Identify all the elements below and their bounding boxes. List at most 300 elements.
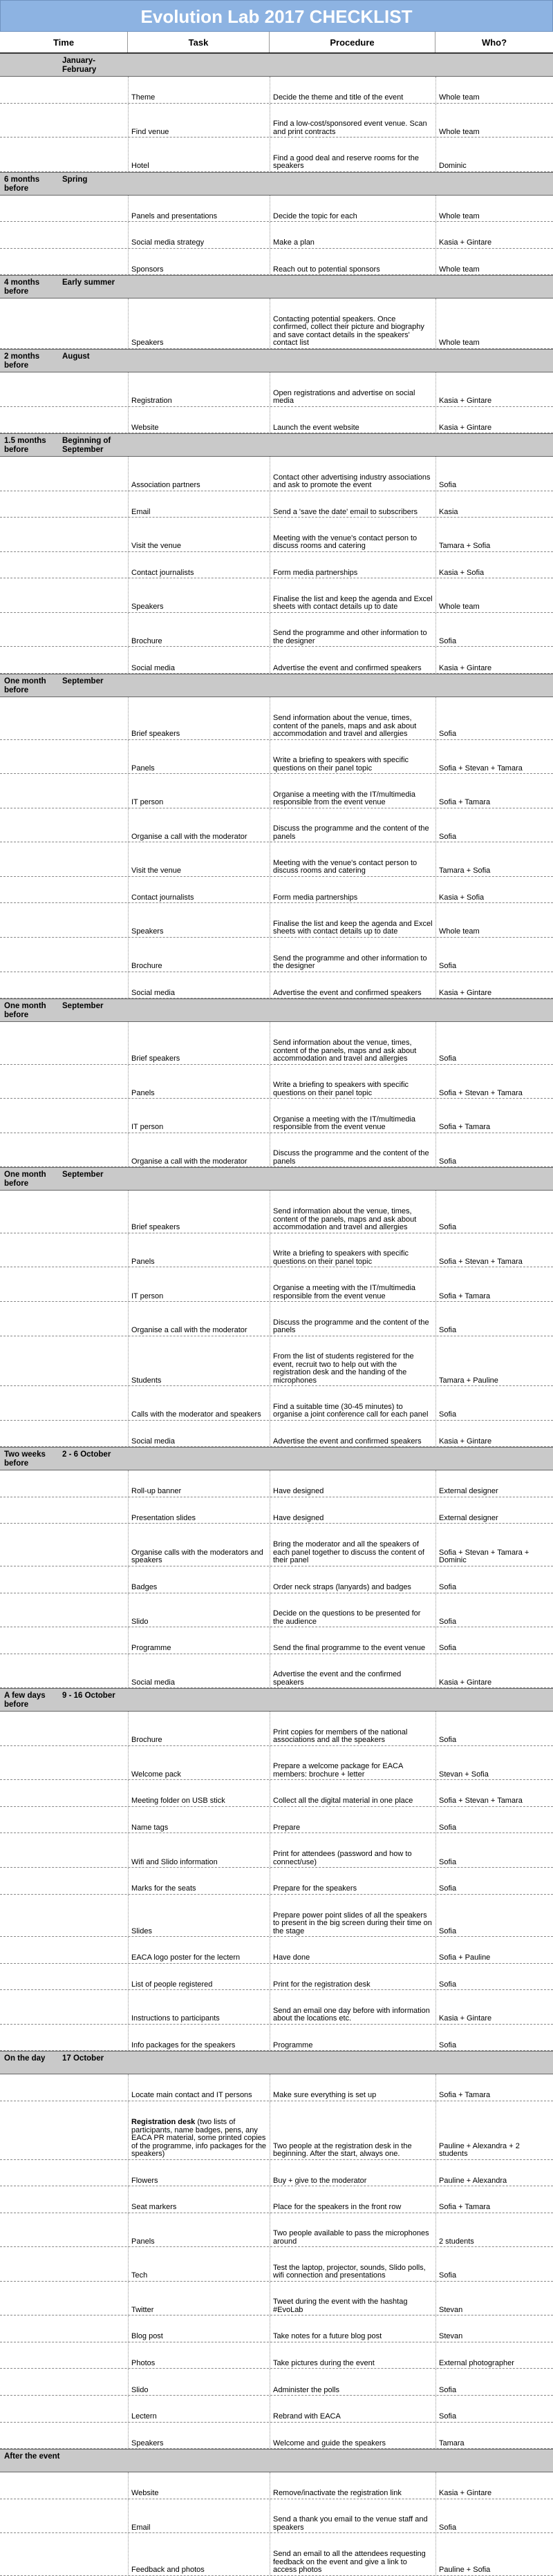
section-header (0, 433, 553, 457)
task-text: Flowers (131, 2176, 158, 2185)
task-text: Visit the venue (131, 542, 181, 551)
task-cell (128, 2423, 270, 2449)
row-time-cell (0, 552, 128, 578)
table-row (0, 1065, 553, 1099)
section-period: August (62, 352, 90, 361)
procedure-cell: Organise a meeting with the IT/multimedia responsible from the event venue (270, 774, 435, 808)
procedure-cell: Write a briefing to speakers with specific questions on their panel topic (270, 1233, 435, 1267)
who-cell: Sofia (435, 1191, 553, 1233)
table-row (0, 842, 553, 877)
who-cell: Whole team (435, 104, 553, 138)
table-row (0, 196, 553, 222)
task-cell (128, 842, 270, 876)
row-time-cell (0, 1233, 128, 1267)
task-cell (128, 249, 270, 275)
who-cell: Sofia (435, 1302, 553, 1336)
task-cell (128, 972, 270, 998)
table-row (0, 2213, 553, 2248)
procedure-cell: Rebrand with EACA (270, 2396, 435, 2422)
row-time-cell (0, 196, 128, 222)
procedure-cell: Bring the moderator and all the speakers of each panel together to discuss the content of their panel (270, 1524, 435, 1566)
row-time-cell (0, 808, 128, 842)
task-text: Meeting folder on USB stick (131, 1797, 225, 1806)
row-time-cell (0, 1712, 128, 1745)
procedure-cell: Find a good deal and reserve rooms for the speakers (270, 138, 435, 171)
who-cell: Sofia + Tamara (435, 2186, 553, 2213)
row-time-cell (0, 2186, 128, 2213)
task-cell (128, 1780, 270, 1806)
who-cell: Whole team (435, 299, 553, 348)
table-row (0, 2025, 553, 2052)
table-row (0, 1712, 553, 1746)
task-cell (128, 1593, 270, 1627)
row-time-cell (0, 1964, 128, 1990)
row-time-cell (0, 842, 128, 876)
task-cell (128, 552, 270, 578)
table-row (0, 1746, 553, 1781)
task-cell (128, 222, 270, 248)
row-time-cell (0, 1895, 128, 1937)
task-text: Organise a call with the moderator (131, 1326, 247, 1335)
row-time-cell (0, 457, 128, 491)
task-text: Name tags (131, 1823, 169, 1832)
row-time-cell (0, 2247, 128, 2281)
table-row (0, 877, 553, 904)
section-period: September (62, 1002, 104, 1011)
task-text: Speakers (131, 339, 164, 348)
procedure-cell: Two people at the registration desk in the beginning. After the start, always one. (270, 2101, 435, 2159)
section-time: 4 months before (4, 278, 40, 296)
table-row (0, 2247, 553, 2282)
row-time-cell (0, 407, 128, 433)
task-cell (128, 1990, 270, 2024)
task-text: Feedback and photos (131, 2566, 205, 2575)
task-text: Panels and presentations (131, 211, 218, 220)
table-row (0, 1807, 553, 1834)
section-period: 9 - 16 October (62, 1692, 115, 1701)
section-time: One month before (4, 677, 46, 694)
procedure-cell: Decide the theme and title of the event (270, 77, 435, 103)
task-cell (128, 1470, 270, 1497)
row-time-cell (0, 1133, 128, 1167)
row-time-cell (0, 2213, 128, 2247)
task-text: Find venue (131, 127, 169, 136)
who-cell: Sofia (435, 1022, 553, 1064)
task-text: Website (131, 423, 159, 432)
task-text: Speakers (131, 927, 164, 936)
procedure-cell: Send an email to all the attendees requesting feedback on the event and give a link to access photos (270, 2533, 435, 2575)
task-cell (128, 2186, 270, 2213)
task-cell (128, 1386, 270, 1420)
row-time-cell (0, 518, 128, 551)
column-header-time: Time (0, 32, 128, 53)
task-text: Locate main contact and IT persons (131, 2091, 252, 2100)
who-cell: External designer (435, 1470, 553, 1497)
task-text: Brief speakers (131, 1223, 180, 1232)
table-row (0, 613, 553, 647)
table-row (0, 1833, 553, 1868)
procedure-cell: Send a thank you email to the venue staff and speakers (270, 2499, 435, 2533)
table-row (0, 774, 553, 808)
procedure-cell: Find a low-cost/sponsored event venue. Scan and print contracts (270, 104, 435, 138)
procedure-cell: Have designed (270, 1470, 435, 1497)
table-row (0, 1022, 553, 1065)
task-cell (128, 1099, 270, 1133)
who-cell: Whole team (435, 77, 553, 103)
who-cell: Sofia (435, 1964, 553, 1990)
task-cell (128, 903, 270, 937)
procedure-cell: Take notes for a future blog post (270, 2315, 435, 2342)
procedure-cell: Reach out to potential sponsors (270, 249, 435, 275)
row-time-cell (0, 2282, 128, 2315)
table-row (0, 299, 553, 349)
table-row (0, 2423, 553, 2450)
who-cell: Sofia (435, 938, 553, 972)
task-cell (128, 1937, 270, 1963)
task-text: Twitter (131, 2305, 154, 2314)
procedure-cell: Launch the event website (270, 407, 435, 433)
who-cell: Kasia + Gintare (435, 222, 553, 248)
procedure-cell: Finalise the list and keep the agenda and Excel sheets with contact details up to date (270, 578, 435, 612)
who-cell: Whole team (435, 578, 553, 612)
task-cell (128, 1065, 270, 1099)
who-cell: Kasia + Sofia (435, 877, 553, 903)
task-text: Social media (131, 1678, 175, 1687)
task-cell (128, 2472, 270, 2499)
procedure-cell: From the list of students registered for the event, recruit two to help out with the registration desk and the handing of the microphones (270, 1336, 435, 1386)
column-header-who: Who? (481, 37, 507, 48)
task-cell (128, 1302, 270, 1336)
row-time-cell (0, 903, 128, 937)
task-text: Social media strategy (131, 238, 205, 247)
task-text: EACA logo poster for the lectern (131, 1953, 241, 1962)
row-time-cell (0, 613, 128, 647)
task-cell (128, 1336, 270, 1386)
task-text: Seat markers (131, 2203, 177, 2212)
task-cell (128, 2160, 270, 2186)
task-text: Photos (131, 2358, 156, 2367)
section-header (0, 998, 553, 1022)
procedure-cell: Administer the polls (270, 2369, 435, 2395)
row-time-cell (0, 1780, 128, 1806)
task-cell (128, 2074, 270, 2101)
who-cell: Kasia + Gintare (435, 1990, 553, 2024)
row-time-cell (0, 938, 128, 972)
row-time-cell (0, 2074, 128, 2101)
column-headers (0, 32, 553, 53)
procedure-cell: Prepare for the speakers (270, 1868, 435, 1894)
procedure-cell: Welcome and guide the speakers (270, 2423, 435, 2449)
task-cell (128, 1627, 270, 1654)
table-row (0, 2396, 553, 2423)
table-row (0, 2315, 553, 2342)
table-row (0, 1470, 553, 1497)
section-time: 6 months before (4, 175, 40, 193)
task-cell (128, 457, 270, 491)
task-text: Social media (131, 663, 175, 672)
table-row (0, 2533, 553, 2576)
procedure-cell: Discuss the programme and the content of the panels (270, 808, 435, 842)
table-row (0, 903, 553, 938)
task-cell (128, 1895, 270, 1937)
procedure-cell: Discuss the programme and the content of the panels (270, 1302, 435, 1336)
task-cell (128, 138, 270, 171)
who-cell: Sofia + Stevan + Tamara (435, 740, 553, 774)
table-row (0, 1990, 553, 2025)
row-time-cell (0, 2499, 128, 2533)
task-cell (128, 518, 270, 551)
who-cell: Stevan (435, 2282, 553, 2315)
task-text: Instructions to participants (131, 2014, 220, 2023)
row-time-cell (0, 1470, 128, 1497)
row-time-cell (0, 1746, 128, 1780)
table-row (0, 808, 553, 843)
who-cell: Kasia (435, 491, 553, 518)
row-time-cell (0, 2396, 128, 2422)
row-time-cell (0, 1497, 128, 1524)
task-text: Panels (131, 2237, 155, 2246)
table-row (0, 1386, 553, 1421)
who-cell: Kasia + Gintare (435, 2472, 553, 2499)
task-text: Slido (131, 2385, 149, 2394)
task-cell (128, 774, 270, 808)
who-cell: Kasia + Gintare (435, 1654, 553, 1688)
task-text: List of people registered (131, 1980, 213, 1989)
row-time-cell (0, 1336, 128, 1386)
task-cell (128, 2499, 270, 2533)
procedure-cell: Print for the registration desk (270, 1964, 435, 1990)
section-period: Beginning of September (62, 437, 111, 455)
task-cell (128, 372, 270, 406)
table-row (0, 1267, 553, 1302)
who-cell: Whole team (435, 196, 553, 222)
task-cell (128, 196, 270, 222)
who-cell: Sofia + Stevan + Tamara (435, 1233, 553, 1267)
column-header-procedure: Procedure (270, 32, 435, 53)
task-text: Social media (131, 988, 175, 997)
task-cell (128, 299, 270, 348)
procedure-cell: Prepare power point slides of all the speakers to present in the big screen during their time on the stage (270, 1895, 435, 1937)
task-text: Website (131, 2489, 159, 2498)
table-row (0, 697, 553, 740)
who-cell: Sofia + Tamara (435, 1099, 553, 1133)
table-row (0, 1497, 553, 1524)
task-text: Organise calls with the moderators and speakers (131, 1548, 263, 1565)
table-row (0, 1627, 553, 1654)
task-text: Sponsors (131, 265, 164, 274)
procedure-cell: Send information about the venue, times, content of the panels, maps and ask about accommodation and travel and allergies (270, 1191, 435, 1233)
procedure-cell: Send information about the venue, times, content of the panels, maps and ask about accommodation and travel and allergies (270, 1022, 435, 1064)
section-time: 1.5 months before (4, 437, 46, 455)
section-period: September (62, 677, 104, 685)
section-period: January-February (62, 57, 97, 74)
task-text: Students (131, 1376, 162, 1385)
who-cell: Kasia + Gintare (435, 972, 553, 998)
procedure-cell: Open registrations and advertise on social media (270, 372, 435, 406)
who-cell: Whole team (435, 249, 553, 275)
row-time-cell (0, 1833, 128, 1867)
procedure-cell: Buy + give to the moderator (270, 2160, 435, 2186)
task-text: Registration desk (two lists of participants, name badges, pens, any EACA PR material, some printed copies of the programme, info packages for the speakers) (131, 2118, 267, 2158)
row-time-cell (0, 2160, 128, 2186)
table-row (0, 1868, 553, 1895)
task-cell (128, 1233, 270, 1267)
table-row (0, 2369, 553, 2396)
table-row (0, 1593, 553, 1628)
table-row (0, 1566, 553, 1593)
section-time: On the day (4, 2054, 46, 2063)
procedure-cell: Advertise the event and confirmed speakers (270, 1421, 435, 1447)
procedure-cell: Meeting with the venue's contact person to discuss rooms and catering (270, 842, 435, 876)
task-text: IT person (131, 1291, 164, 1300)
task-text: Presentation slides (131, 1513, 196, 1522)
task-text: Blog post (131, 2332, 163, 2341)
section-time: One month before (4, 1171, 46, 1188)
procedure-cell: Take pictures during the event (270, 2342, 435, 2369)
table-row (0, 647, 553, 674)
procedure-cell: Send information about the venue, times, content of the panels, maps and ask about accommodation and travel and allergies (270, 697, 435, 739)
task-text: Calls with the moderator and speakers (131, 1410, 261, 1419)
procedure-cell: Two people available to pass the microphones around (270, 2213, 435, 2247)
row-time-cell (0, 2423, 128, 2449)
task-cell (128, 740, 270, 774)
procedure-cell: Tweet during the event with the hashtag #EvoLab (270, 2282, 435, 2315)
table-row (0, 2186, 553, 2213)
row-time-cell (0, 77, 128, 103)
procedure-cell: Send the programme and other information to the designer (270, 613, 435, 647)
procedure-cell: Prepare (270, 1807, 435, 1833)
who-cell: Sofia (435, 1833, 553, 1867)
row-time-cell (0, 1566, 128, 1593)
table-row (0, 1336, 553, 1387)
row-time-cell (0, 2342, 128, 2369)
section-header (0, 172, 553, 196)
section-header (0, 1447, 553, 1470)
procedure-cell: Make sure everything is set up (270, 2074, 435, 2101)
task-cell (128, 1833, 270, 1867)
task-text: Panels (131, 1088, 155, 1097)
row-time-cell (0, 972, 128, 998)
row-time-cell (0, 222, 128, 248)
table-row (0, 578, 553, 613)
who-cell: Whole team (435, 903, 553, 937)
section-header (0, 53, 553, 77)
procedure-cell: Discuss the programme and the content of the panels (270, 1133, 435, 1167)
row-time-cell (0, 1807, 128, 1833)
task-cell (128, 2025, 270, 2051)
column-header-task: Task (128, 32, 270, 53)
who-cell: 2 students (435, 2213, 553, 2247)
who-cell: Tamara + Pauline (435, 1336, 553, 1386)
procedure-cell: Decide on the questions to be presented for the audience (270, 1593, 435, 1627)
procedure-cell: Meeting with the venue's contact person to discuss rooms and catering (270, 518, 435, 551)
row-time-cell (0, 1524, 128, 1566)
who-cell: Kasia + Gintare (435, 407, 553, 433)
procedure-cell: Organise a meeting with the IT/multimedia responsible from the event venue (270, 1267, 435, 1301)
section-header (0, 275, 553, 299)
row-time-cell (0, 1593, 128, 1627)
who-cell: Sofia + Pauline (435, 1937, 553, 1963)
row-time-cell (0, 1937, 128, 1963)
who-cell: Stevan + Sofia (435, 1746, 553, 1780)
row-time-cell (0, 1302, 128, 1336)
procedure-cell: Write a briefing to speakers with specific questions on their panel topic (270, 1065, 435, 1099)
task-text: Speakers (131, 603, 164, 612)
table-row (0, 2282, 553, 2316)
section-period: Early summer (62, 278, 115, 287)
who-cell: Sofia (435, 457, 553, 491)
task-text: Lectern (131, 2412, 157, 2421)
task-cell (128, 1191, 270, 1233)
task-text: Contact journalists (131, 568, 194, 577)
task-text: Wifi and Slido information (131, 1857, 218, 1866)
table-row (0, 491, 553, 518)
procedure-cell: Programme (270, 2025, 435, 2051)
who-cell: Pauline + Alexandra (435, 2160, 553, 2186)
task-cell (128, 407, 270, 433)
who-cell: Sofia (435, 697, 553, 739)
section-period (62, 2450, 128, 2472)
table-row (0, 2160, 553, 2187)
task-text: Tech (131, 2271, 148, 2280)
task-cell (128, 1133, 270, 1167)
procedure-cell: Contacting potential speakers. Once confirmed, collect their picture and biography and save contact details in the speakers' contact list (270, 299, 435, 348)
section-header (0, 349, 553, 372)
who-cell: Sofia + Stevan + Tamara + Dominic (435, 1524, 553, 1566)
table-row (0, 2499, 553, 2534)
task-cell (128, 647, 270, 673)
section-header (0, 2449, 553, 2472)
procedure-cell: Have designed (270, 1497, 435, 1524)
table-row (0, 1780, 553, 1807)
who-cell: External photographer (435, 2342, 553, 2369)
procedure-cell: Contact other advertising industry associations and ask to promote the event (270, 457, 435, 491)
procedure-cell: Test the laptop, projector, sounds, Slido polls, wifi connection and presentations (270, 2247, 435, 2281)
task-cell (128, 2342, 270, 2369)
table-row (0, 457, 553, 491)
row-time-cell (0, 2101, 128, 2159)
table-row (0, 407, 553, 434)
table-row (0, 2472, 553, 2499)
task-text: Organise a call with the moderator (131, 832, 247, 841)
procedure-cell: Print for attendees (password and how to connect/use) (270, 1833, 435, 1867)
who-cell: Kasia + Sofia (435, 552, 553, 578)
task-cell (128, 104, 270, 138)
procedure-cell: Order neck straps (lanyards) and badges (270, 1566, 435, 1593)
who-cell: Sofia (435, 1566, 553, 1593)
row-time-cell (0, 1627, 128, 1654)
row-time-cell (0, 877, 128, 903)
table-row (0, 1133, 553, 1168)
section-period: September (62, 1171, 104, 1180)
section-period: Spring (62, 175, 88, 184)
section-header (0, 2051, 553, 2074)
task-cell (128, 1746, 270, 1780)
row-time-cell (0, 1099, 128, 1133)
procedure-cell: Send a 'save the date' email to subscribers (270, 491, 435, 518)
row-time-cell (0, 138, 128, 171)
document-title: Evolution Lab 2017 CHECKLIST (0, 0, 553, 32)
table-row (0, 1421, 553, 1448)
task-text: IT person (131, 1123, 164, 1132)
task-cell (128, 1267, 270, 1301)
who-cell: Sofia + Tamara (435, 774, 553, 808)
task-text: IT person (131, 798, 164, 807)
table-row (0, 1895, 553, 1938)
task-text: Slido (131, 1617, 149, 1626)
task-cell (128, 1022, 270, 1064)
procedure-cell: Organise a meeting with the IT/multimedia responsible from the event venue (270, 1099, 435, 1133)
